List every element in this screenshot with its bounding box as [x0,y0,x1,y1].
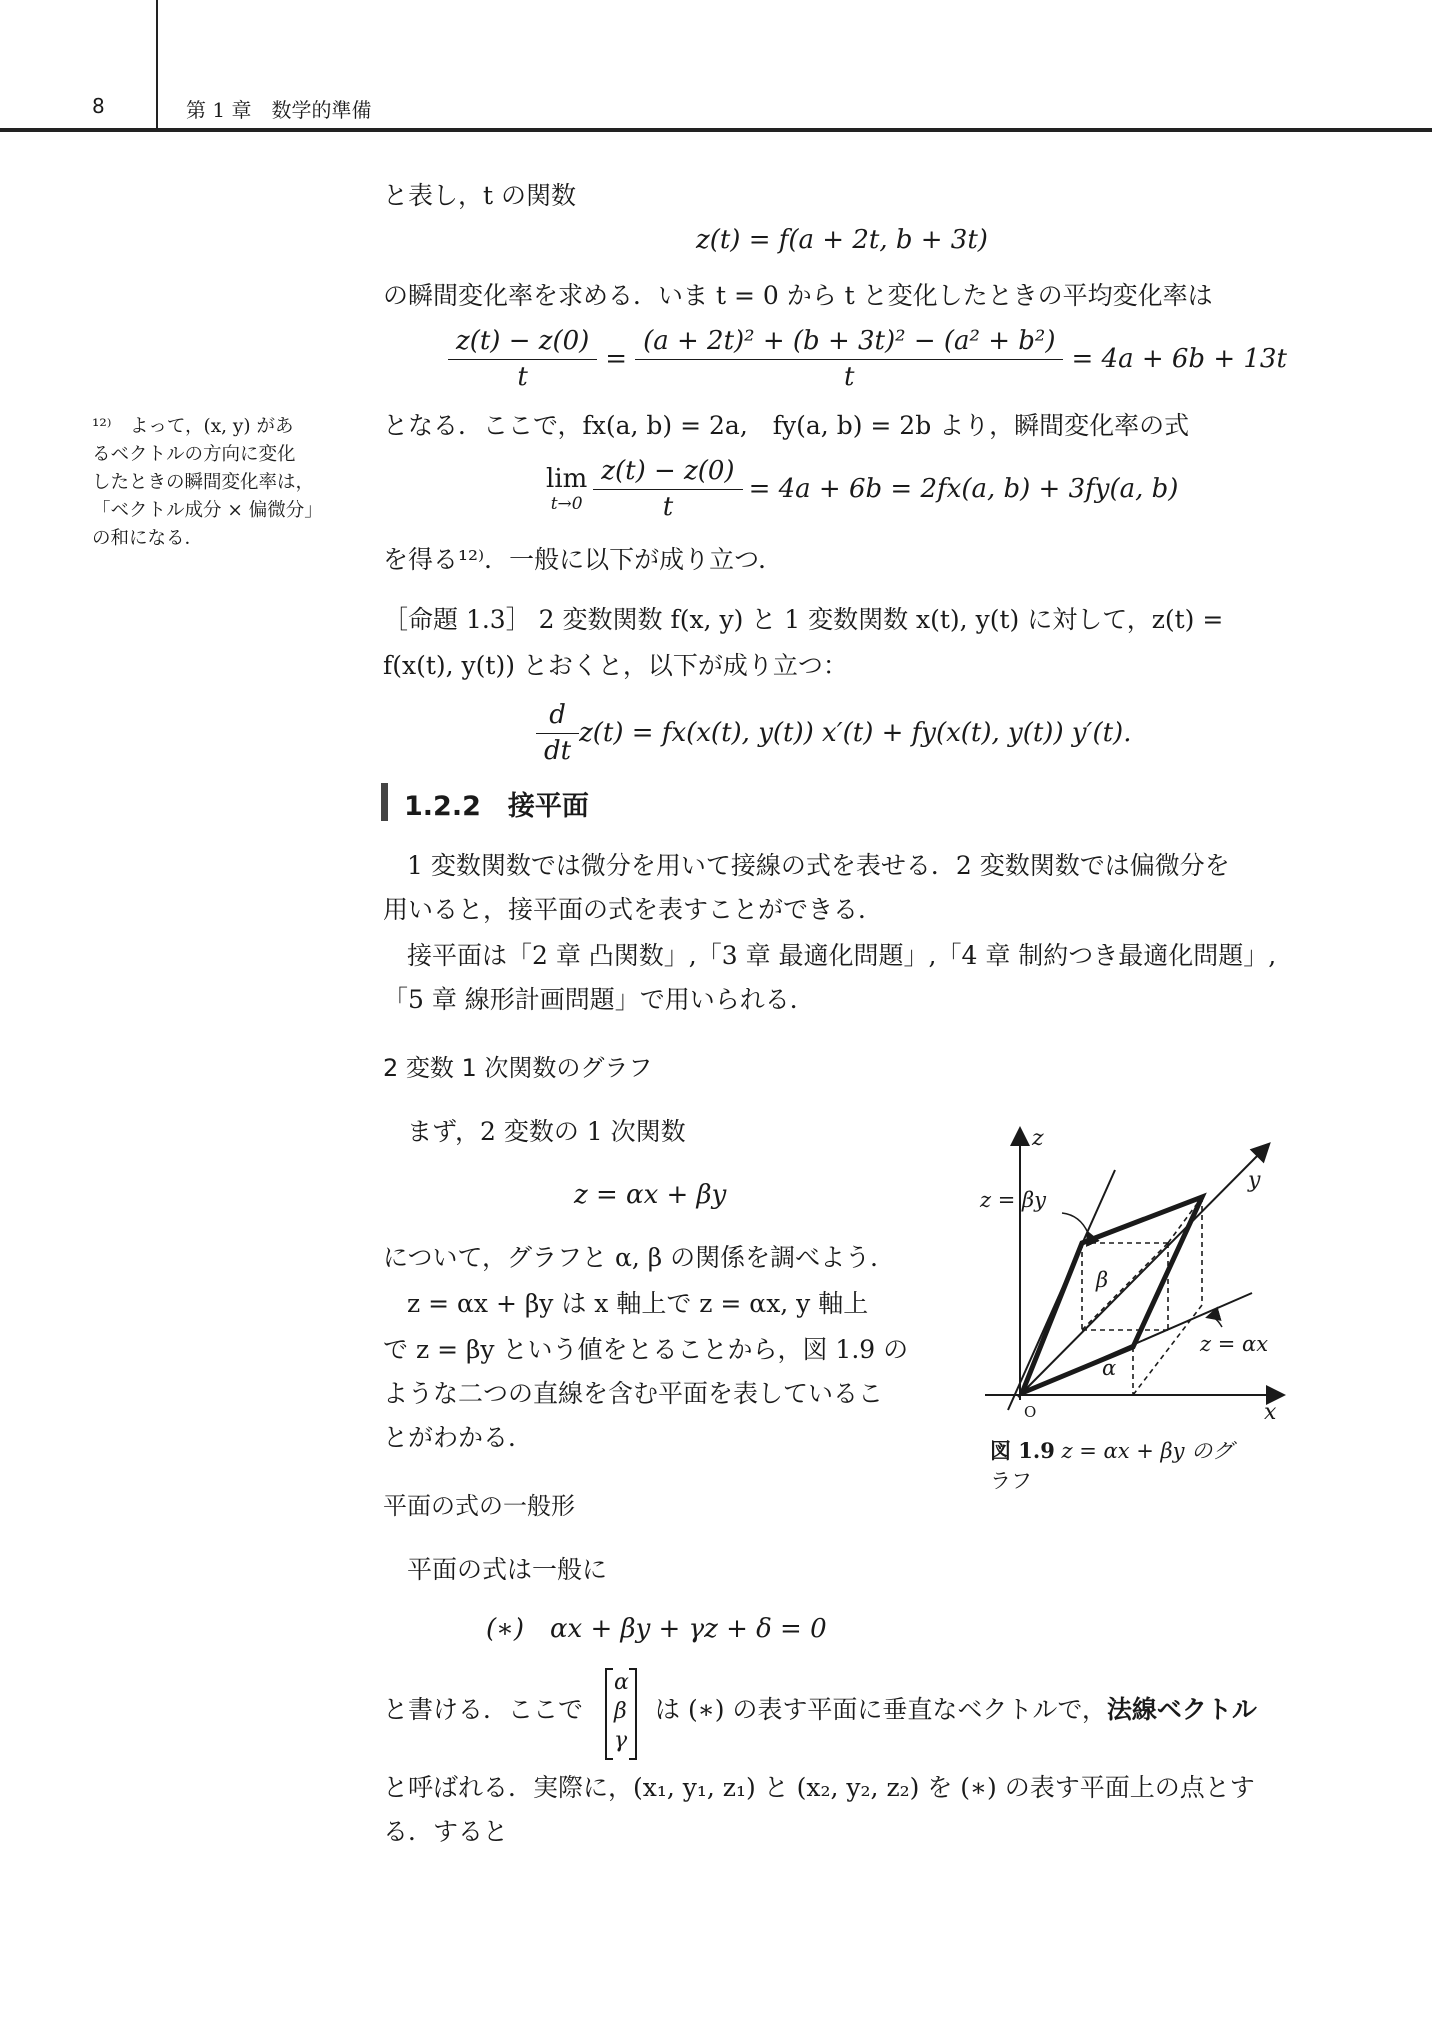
equation-6-tag: (∗) [486,1614,524,1644]
paragraph-line: は (∗) の表す平面に垂直なベクトルで，法線ベクトル [655,1695,1257,1724]
figure-caption-line-1: 図 1.9 z = αx + βy のグ [990,1438,1234,1463]
paragraph-line: 1 変数関数では微分を用いて接線の式を表せる．2 変数関数では偏微分を [407,851,1230,880]
section-title: 1.2.2 接平面 [404,791,589,822]
sidenote-line-2: るベクトルの方向に変化 [92,444,296,465]
header-vertical-rule [156,0,158,128]
derivative-operator: $\frac{d}{dt}$ [540,700,575,766]
equation-2-fraction-left: $\frac{z(t) - z(0)}{t}$ [452,326,593,392]
page-number: 8 [92,94,105,118]
label-beta: β [1096,1268,1109,1292]
leader-z-beta-y [1062,1213,1088,1233]
label-alpha: α [1102,1356,1117,1380]
paragraph-line: となる．ここで，fx(a, b) = 2a, fy(a, b) = 2b より，瞬間変化率の式 [383,411,1190,440]
paragraph-line: とがわかる． [383,1423,534,1452]
figure-number: 図 1.9 [990,1438,1055,1463]
running-head: 第 1 章 数学的準備 [186,98,372,122]
figure-plane-graph [970,1115,1310,1435]
sidenote-line-5: の和になる． [92,528,204,549]
label-z-alpha-x: z = αx [1200,1332,1269,1356]
vector-component: α [614,1670,629,1695]
y-axis [1018,1145,1268,1397]
paragraph-line: 接平面は「2 章 凸関数」,「3 章 最適化問題」,「4 章 制約つき最適化問題」, [407,941,1277,970]
leader-z-alpha-x [1208,1317,1222,1327]
equation-2: $\frac{z(t) - z(0)}{t}$ = $\frac{\text{(a + 2t)² + (b + 3t)² − (a² + b²)}}{t}$ = 4a + 6b + 13t [452,326,1287,392]
sidenote-line-3: したときの瞬間変化率は， [92,472,315,493]
equation-3: lim t→0 $\frac{z(t) - z(0)}{t}$ = 4a + 6b = 2fx(a, b) + 3fy(a, b) [546,456,1179,522]
paragraph-line: 「5 章 線形計画問題」で用いられる． [383,985,815,1014]
figure-caption-line-2: ラフ [990,1469,1032,1493]
normal-vector-term: 法線ベクトル [1106,1695,1257,1724]
subsection-title: 2 変数 1 次関数のグラフ [383,1054,653,1082]
vector-component: β [614,1699,627,1724]
proposition-line-1: ［命題 1.3］ 2 変数関数 f(x, y) と 1 変数関数 x(t), y(t) に対して，z(t) = [383,605,1224,634]
paragraph-line: を得る¹²⁾．一般に以下が成り立つ． [383,545,784,574]
label-origin: O [1024,1403,1037,1421]
paragraph-line: と呼ばれる．実際に，(x₁, y₁, z₁) と (x₂, y₂, z₂) を (∗) の表す平面上の点とす [383,1773,1255,1802]
paragraph-line: 平面の式は一般に [407,1555,608,1584]
paragraph-line: と表し，t の関数 [383,181,576,210]
paragraph-line: で z = βy という値をとることから，図 1.9 の [383,1335,909,1364]
equation-4: $\frac{d}{dt}$ z(t) = fx(x(t), y(t)) x′(t) + fy(x(t), y(t)) y′(t). [540,700,1131,766]
label-y: y [1248,1168,1261,1193]
paragraph-line: と書ける．ここで [383,1695,584,1724]
equation-6: αx + βy + γz + δ = 0 [550,1614,827,1644]
paragraph-line: について，グラフと α, β の関係を調べよう． [383,1243,896,1272]
label-x: x [1264,1400,1277,1425]
limit-operator: lim t→0 [546,464,588,514]
header-horizontal-rule [0,128,1432,132]
section-bar [381,783,388,821]
paragraph-line: z = αx + βy は x 軸上で z = αx, y 軸上 [407,1289,869,1318]
equation-5: z = αx + βy [574,1180,727,1210]
paragraph-line: ような二つの直線を含む平面を表しているこ [383,1379,884,1408]
construction-lines [1082,1197,1202,1395]
sidenote-line-1: ¹²⁾ よって，(x, y) があ [92,416,294,437]
paragraph-line: 用いると，接平面の式を表すことができる． [383,895,884,924]
label-z-beta-y: z = βy [980,1188,1047,1212]
equation-1: z(t) = f(a + 2t, b + 3t) [696,225,988,255]
sidenote-line-4: 「ベクトル成分 × 偏微分」 [92,500,323,521]
vector-component: γ [614,1728,628,1753]
paragraph-line: まず，2 変数の 1 次関数 [407,1117,686,1146]
equation-3-fraction: $\frac{z(t) - z(0)}{t}$ [597,456,738,522]
proposition-line-2: f(x(t), y(t)) とおくと，以下が成り立つ： [383,651,848,680]
paragraph-line: る．すると [383,1817,509,1846]
subsection-title: 平面の式の一般形 [383,1492,575,1520]
normal-vector [605,1668,637,1760]
equation-2-fraction-middle: $\frac{\text{(a + 2t)² + (b + 3t)² − (a² + b²)}}{t}$ [639,326,1059,392]
left-bracket [605,1668,613,1760]
label-z: z [1032,1126,1044,1151]
paragraph-line: の瞬間変化率を求める．いま t = 0 から t と変化したときの平均変化率は [383,281,1213,310]
right-bracket [629,1668,637,1760]
